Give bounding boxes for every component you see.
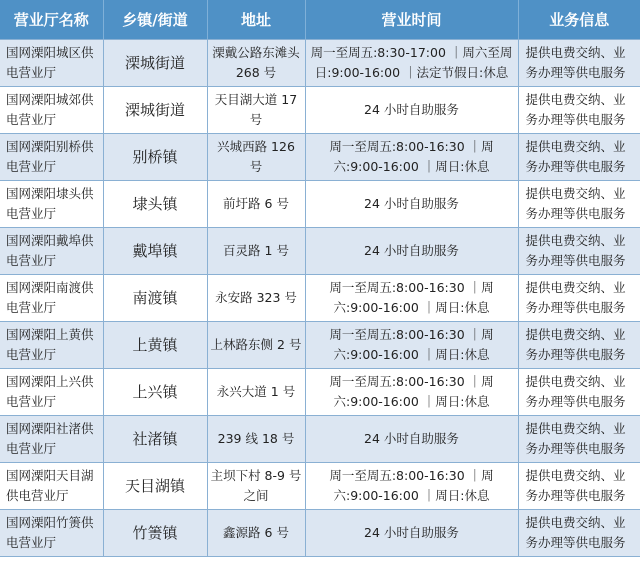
- hours-cell: 周一至周五:8:00-16:30 ｜周六:9:00-16:00 ｜周日:休息: [305, 369, 518, 416]
- table-row: [0, 134, 640, 181]
- address-cell: 239 线 18 号: [207, 416, 305, 463]
- service-cell: 提供电费交纳、业务办理等供电服务: [518, 87, 640, 134]
- hall-name-cell: 国网溧阳上兴供电营业厅: [0, 369, 103, 416]
- table-header-row: [0, 0, 640, 40]
- hours-cell: 24 小时自助服务: [305, 87, 518, 134]
- service-cell: 提供电费交纳、业务办理等供电服务: [518, 134, 640, 181]
- hours-cell: 24 小时自助服务: [305, 416, 518, 463]
- hall-name-cell: 国网溧阳南渡供电营业厅: [0, 275, 103, 322]
- service-cell: 提供电费交纳、业务办理等供电服务: [518, 369, 640, 416]
- town-cell: 社渚镇: [103, 416, 207, 463]
- table-row: [0, 275, 640, 322]
- address-cell: 鑫源路 6 号: [207, 510, 305, 557]
- town-cell: 竹箦镇: [103, 510, 207, 557]
- service-cell: 提供电费交纳、业务办理等供电服务: [518, 275, 640, 322]
- service-cell: 提供电费交纳、业务办理等供电服务: [518, 40, 640, 87]
- table-row: [0, 228, 640, 275]
- hours-cell: 周一至周五:8:00-16:30 ｜周六:9:00-16:00 ｜周日:休息: [305, 134, 518, 181]
- address-cell: 永兴大道 1 号: [207, 369, 305, 416]
- service-cell: 提供电费交纳、业务办理等供电服务: [518, 181, 640, 228]
- service-cell: 提供电费交纳、业务办理等供电服务: [518, 463, 640, 510]
- address-cell: 主坝下村 8-9 号之间: [207, 463, 305, 510]
- table-row: [0, 416, 640, 463]
- service-cell: 提供电费交纳、业务办理等供电服务: [518, 228, 640, 275]
- header-hours: 营业时间: [305, 0, 518, 40]
- address-cell: 百灵路 1 号: [207, 228, 305, 275]
- header-service: 业务信息: [518, 0, 640, 40]
- address-cell: 天目湖大道 17 号: [207, 87, 305, 134]
- town-cell: 别桥镇: [103, 134, 207, 181]
- town-cell: 埭头镇: [103, 181, 207, 228]
- header-hall-name: 营业厅名称: [0, 0, 103, 40]
- town-cell: 上兴镇: [103, 369, 207, 416]
- hall-name-cell: 国网溧阳上黄供电营业厅: [0, 322, 103, 369]
- hours-cell: 周一至周五:8:30-17:00 ｜周六至周日:9:00-16:00 ｜法定节假日:休息: [305, 40, 518, 87]
- hall-name-cell: 国网溧阳埭头供电营业厅: [0, 181, 103, 228]
- town-cell: 溧城街道: [103, 40, 207, 87]
- hours-cell: 24 小时自助服务: [305, 228, 518, 275]
- table-row: [0, 181, 640, 228]
- hall-name-cell: 国网溧阳天目湖供电营业厅: [0, 463, 103, 510]
- table-row: [0, 369, 640, 416]
- service-cell: 提供电费交纳、业务办理等供电服务: [518, 322, 640, 369]
- hall-name-cell: 国网溧阳城区供电营业厅: [0, 40, 103, 87]
- hall-name-cell: 国网溧阳城郊供电营业厅: [0, 87, 103, 134]
- table-row: [0, 510, 640, 557]
- service-cell: 提供电费交纳、业务办理等供电服务: [518, 510, 640, 557]
- hours-cell: 周一至周五:8:00-16:30 ｜周六:9:00-16:00 ｜周日:休息: [305, 275, 518, 322]
- town-cell: 上黄镇: [103, 322, 207, 369]
- hours-cell: 周一至周五:8:00-16:30 ｜周六:9:00-16:00 ｜周日:休息: [305, 322, 518, 369]
- table-row: [0, 87, 640, 134]
- address-cell: 兴城西路 126 号: [207, 134, 305, 181]
- table-row: [0, 40, 640, 87]
- address-cell: 上林路东侧 2 号: [207, 322, 305, 369]
- town-cell: 天目湖镇: [103, 463, 207, 510]
- town-cell: 南渡镇: [103, 275, 207, 322]
- header-town: 乡镇/街道: [103, 0, 207, 40]
- hours-cell: 24 小时自助服务: [305, 510, 518, 557]
- header-address: 地址: [207, 0, 305, 40]
- address-cell: 永安路 323 号: [207, 275, 305, 322]
- hall-name-cell: 国网溧阳社渚供电营业厅: [0, 416, 103, 463]
- hall-name-cell: 国网溧阳戴埠供电营业厅: [0, 228, 103, 275]
- hall-name-cell: 国网溧阳竹箦供电营业厅: [0, 510, 103, 557]
- address-cell: 溧戴公路东滩头 268 号: [207, 40, 305, 87]
- hours-cell: 24 小时自助服务: [305, 181, 518, 228]
- town-cell: 戴埠镇: [103, 228, 207, 275]
- address-cell: 前圩路 6 号: [207, 181, 305, 228]
- town-cell: 溧城街道: [103, 87, 207, 134]
- table-row: [0, 463, 640, 510]
- hours-cell: 周一至周五:8:00-16:30 ｜周六:9:00-16:00 ｜周日:休息: [305, 463, 518, 510]
- hall-name-cell: 国网溧阳别桥供电营业厅: [0, 134, 103, 181]
- table-row: [0, 322, 640, 369]
- service-cell: 提供电费交纳、业务办理等供电服务: [518, 416, 640, 463]
